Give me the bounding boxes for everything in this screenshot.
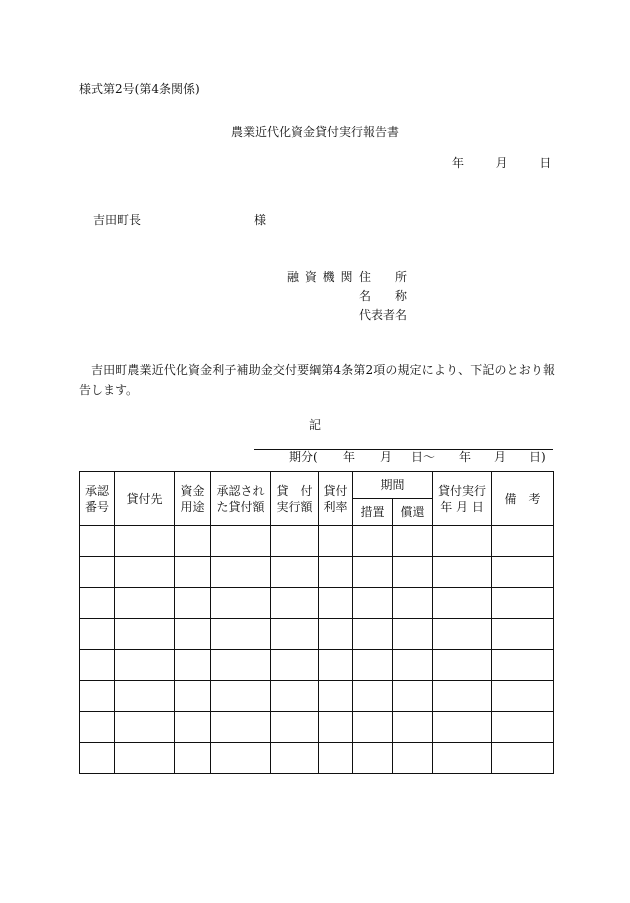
table-cell[interactable] xyxy=(353,712,393,743)
table-cell[interactable] xyxy=(271,557,319,588)
table-cell[interactable] xyxy=(80,557,115,588)
table-cell[interactable] xyxy=(353,681,393,712)
table-cell[interactable] xyxy=(393,588,433,619)
table-cell[interactable] xyxy=(175,588,211,619)
table-cell[interactable] xyxy=(433,712,492,743)
table-cell[interactable] xyxy=(433,588,492,619)
table-row xyxy=(80,557,554,588)
period-day-start: 日〜 xyxy=(411,450,436,464)
table-cell[interactable] xyxy=(115,588,175,619)
col-executed-amount-line2: 実行額 xyxy=(276,499,313,514)
date-month: 月 xyxy=(495,156,508,170)
body-text: 吉田町農業近代化資金利子補助金交付要綱第4条第2項の規定により、下記のとおり報告します。 xyxy=(79,363,555,397)
col-interest-rate-line1: 貸付 xyxy=(323,483,348,498)
table-cell[interactable] xyxy=(353,526,393,557)
col-term: 期間 xyxy=(353,472,433,499)
table-cell[interactable] xyxy=(80,681,115,712)
table-cell[interactable] xyxy=(319,712,353,743)
table-cell[interactable] xyxy=(393,526,433,557)
table-cell[interactable] xyxy=(115,619,175,650)
addressee-honorific: 様 xyxy=(254,213,267,227)
table-cell[interactable] xyxy=(175,650,211,681)
table-cell[interactable] xyxy=(492,650,554,681)
lender-name-label: 名 称 xyxy=(359,289,408,303)
table-cell[interactable] xyxy=(353,588,393,619)
period-month-start: 月 xyxy=(380,450,393,464)
date-day: 日 xyxy=(539,156,552,170)
table-row xyxy=(80,526,554,557)
period-year-start: 年 xyxy=(343,450,356,464)
table-cell[interactable] xyxy=(211,650,271,681)
col-approved-amount xyxy=(211,472,271,526)
period-day-end: 日) xyxy=(529,450,546,464)
table-cell[interactable] xyxy=(211,526,271,557)
lender-representative-label: 代表者名 xyxy=(359,308,408,322)
document-title: 農業近代化資金貸付実行報告書 xyxy=(230,125,399,139)
table-row xyxy=(80,743,554,774)
col-executed-amount xyxy=(271,472,319,526)
table-cell[interactable] xyxy=(319,681,353,712)
col-execution-date-line2: 年 月 日 xyxy=(440,499,484,514)
report-table xyxy=(79,471,554,774)
table-cell[interactable] xyxy=(271,681,319,712)
col-fund-use-line2: 用途 xyxy=(180,499,205,514)
table-cell[interactable] xyxy=(271,526,319,557)
table-cell[interactable] xyxy=(80,619,115,650)
table-cell[interactable] xyxy=(115,557,175,588)
addressee-name: 吉田町長 xyxy=(93,213,142,227)
table-cell[interactable] xyxy=(175,712,211,743)
period-year-end: 年 xyxy=(459,450,472,464)
table-cell[interactable] xyxy=(492,526,554,557)
table-cell[interactable] xyxy=(492,681,554,712)
table-cell[interactable] xyxy=(353,619,393,650)
table-cell[interactable] xyxy=(115,743,175,774)
table-cell[interactable] xyxy=(393,743,433,774)
table-cell[interactable] xyxy=(393,712,433,743)
table-cell[interactable] xyxy=(433,743,492,774)
table-cell[interactable] xyxy=(211,588,271,619)
date-line xyxy=(452,154,551,171)
col-approval-number-line1: 承認 xyxy=(84,483,109,498)
col-execution-date xyxy=(433,472,492,526)
table-cell[interactable] xyxy=(271,743,319,774)
col-approval-number-line2: 番号 xyxy=(84,499,109,514)
table-cell[interactable] xyxy=(211,743,271,774)
table-cell[interactable] xyxy=(319,526,353,557)
col-approval-number xyxy=(80,472,115,526)
table-cell[interactable] xyxy=(433,650,492,681)
table-row xyxy=(80,650,554,681)
col-term-grace: 措置 xyxy=(353,499,393,526)
table-cell[interactable] xyxy=(271,588,319,619)
table-cell[interactable] xyxy=(393,650,433,681)
table-cell[interactable] xyxy=(492,712,554,743)
col-fund-use xyxy=(175,472,211,526)
period-line xyxy=(254,449,553,464)
col-execution-date-line1: 貸付実行 xyxy=(438,483,487,498)
table-cell[interactable] xyxy=(115,650,175,681)
col-approved-amount-line1: 承認され xyxy=(216,483,265,498)
table-cell[interactable] xyxy=(211,557,271,588)
period-month-end: 月 xyxy=(494,450,507,464)
note-mark: 記 xyxy=(308,418,321,432)
table-cell[interactable] xyxy=(433,526,492,557)
table-cell[interactable] xyxy=(393,619,433,650)
form-number: 様式第2号(第4条関係) xyxy=(79,82,200,96)
table-cell[interactable] xyxy=(211,681,271,712)
col-interest-rate xyxy=(319,472,353,526)
table-cell[interactable] xyxy=(80,712,115,743)
table-cell[interactable] xyxy=(353,557,393,588)
col-term-repay: 償還 xyxy=(393,499,433,526)
table-cell[interactable] xyxy=(433,557,492,588)
table-cell[interactable] xyxy=(175,743,211,774)
table-cell[interactable] xyxy=(271,712,319,743)
table-cell[interactable] xyxy=(271,650,319,681)
table-cell[interactable] xyxy=(211,619,271,650)
table-cell[interactable] xyxy=(433,681,492,712)
table-cell[interactable] xyxy=(492,588,554,619)
lender-address-label: 住 所 xyxy=(359,270,408,284)
table-cell[interactable] xyxy=(271,619,319,650)
table-cell[interactable] xyxy=(211,712,271,743)
col-remarks: 備 考 xyxy=(492,472,554,526)
col-fund-use-line1: 資金 xyxy=(180,483,205,498)
table-cell[interactable] xyxy=(115,681,175,712)
table-cell[interactable] xyxy=(115,526,175,557)
table-cell[interactable] xyxy=(492,557,554,588)
table-row xyxy=(80,712,554,743)
table-cell[interactable] xyxy=(175,557,211,588)
table-cell[interactable] xyxy=(80,650,115,681)
table-cell[interactable] xyxy=(492,743,554,774)
col-interest-rate-line2: 利率 xyxy=(323,499,348,514)
table-cell[interactable] xyxy=(175,526,211,557)
table-row xyxy=(80,588,554,619)
table-cell[interactable] xyxy=(393,557,433,588)
table-cell[interactable] xyxy=(433,619,492,650)
date-year: 年 xyxy=(452,156,465,170)
table-cell[interactable] xyxy=(319,619,353,650)
table-row xyxy=(80,681,554,712)
table-cell[interactable] xyxy=(80,743,115,774)
lender-label: 融 資 機 関 xyxy=(287,270,354,284)
table-cell[interactable] xyxy=(353,650,393,681)
table-cell[interactable] xyxy=(319,650,353,681)
table-cell[interactable] xyxy=(175,619,211,650)
table-cell[interactable] xyxy=(319,743,353,774)
table-cell[interactable] xyxy=(319,557,353,588)
table-cell[interactable] xyxy=(319,588,353,619)
col-borrower: 貸付先 xyxy=(115,472,175,526)
table-row xyxy=(80,619,554,650)
table-cell[interactable] xyxy=(175,681,211,712)
table-cell[interactable] xyxy=(80,588,115,619)
table-cell[interactable] xyxy=(492,619,554,650)
col-approved-amount-line2: た貸付額 xyxy=(216,499,265,514)
col-executed-amount-line1: 貸 付 xyxy=(276,483,313,498)
table-cell[interactable] xyxy=(80,526,115,557)
table-cell[interactable] xyxy=(115,712,175,743)
table-cell[interactable] xyxy=(393,681,433,712)
table-cell[interactable] xyxy=(353,743,393,774)
period-label: 期分( xyxy=(289,450,318,464)
